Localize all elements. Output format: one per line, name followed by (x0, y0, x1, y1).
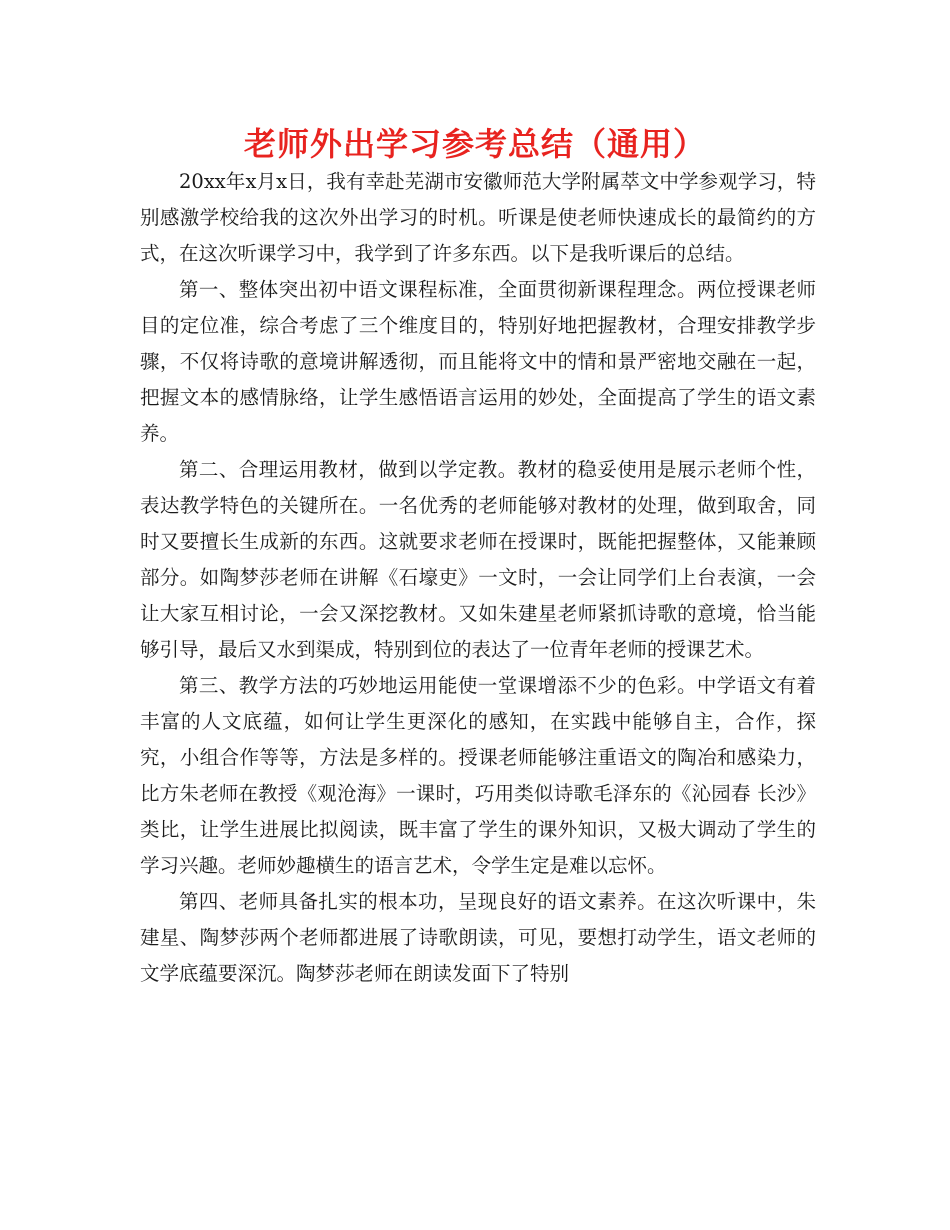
paragraph-2: 第一、整体突出初中语文课程标准，全面贯彻新课程理念。两位授课老师目的定位准，综合考虑了三个维度目的，特别好地把握教材，合理安排教学步骤，不仅将诗歌的意境讲解透彻，而且能将文中的情和景严密地交融在一起，把握文本的感情脉络，让学生感悟语言运用的妙处，全面提高了学生的语文素养。 (140, 278, 816, 445)
paragraph-3: 第二、合理运用教材，做到以学定教。教材的稳妥使用是展示老师个性，表达教学特色的关键所在。一名优秀的老师能够对教材的处理，做到取舍，同时又要擅长生成新的东西。这就要求老师在授课时，既能把握整体，又能兼顾部分。如陶梦莎老师在讲解《石壕吏》一文时，一会让同学们上台表演，一会让大家互相讨论，一会又深挖教材。又如朱建星老师紧抓诗歌的意境，恰当能够引导，最后又水到渠成，特别到位的表达了一位青年老师的授课艺术。 (140, 458, 816, 661)
paragraph-4: 第三、教学方法的巧妙地运用能使一堂课增添不少的色彩。中学语文有着丰富的人文底蕴，如何让学生更深化的感知，在实践中能够自主，合作，探究，小组合作等等，方法是多样的。授课老师能够注重语文的陶冶和感染力，比方朱老师在教授《观沧海》一课时，巧用类似诗歌毛泽东的《沁园春 长沙》类比，让学生进展比拟阅读，既丰富了学生的课外知识，又极大调动了学生的学习兴趣。老师妙趣横生的语言艺术，令学生定是难以忘怀。 (140, 674, 816, 877)
document-title: 老师外出学习参考总结（通用） (243, 125, 706, 163)
document-body (140, 164, 816, 992)
paragraph-5: 第四、老师具备扎实的根本功，呈现良好的语文素养。在这次听课中，朱建星、陶梦莎两个老师都进展了诗歌朗读，可见，要想打动学生，语文老师的文学底蕴要深沉。陶梦莎老师在朗读发面下了特别 (140, 890, 816, 985)
paragraph-1: 20xx年x月x日，我有幸赴芜湖市安徽师范大学附属萃文中学参观学习，特别感激学校给我的这次外出学习的时机。听课是使老师快速成长的最简约的方式，在这次听课学习中，我学到了许多东西。以下是我听课后的总结。 (140, 170, 816, 265)
